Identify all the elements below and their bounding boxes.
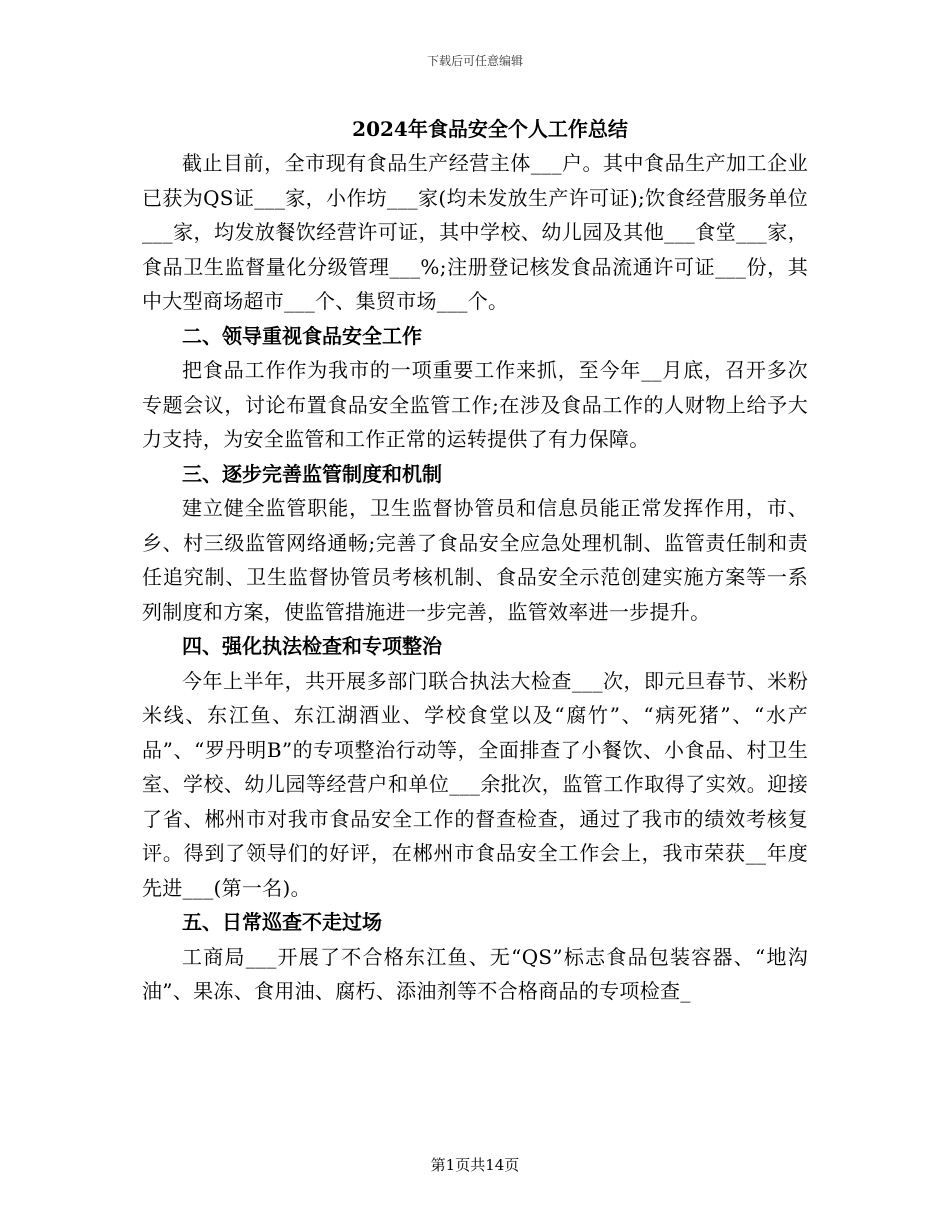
section-heading-5: 五、日常巡查不走过场 [182, 910, 382, 934]
document-body [142, 112, 808, 1009]
section-heading-3: 三、逐步完善监管制度和机制 [182, 461, 442, 486]
page-header-note: 下载后可任意编辑 [426, 54, 523, 68]
section-body-4: 今年上半年，共开展多部门联合执法大检查___次，即元旦春节、米粉米线、东江鱼、东江湖酒业、学校食堂以及“腐竹”、“病死猪”、“水产品”、“罗丹明B”的专项整治行动等，全面排查了小餐饮、小食品、村卫生室、学校、幼儿园等经营户和单位___余批次，监管工作取得了实效。迎接了省、郴州市对我市食品安全工作的督查检查，通过了我市的绩效考核复评。得到了领导们的好评，在郴州市食品安全工作会上，我市荣获__年度先进___(第一名)。 [142, 668, 808, 900]
document-title: 2024年食品安全个人工作总结 [352, 117, 628, 141]
section-body-5: 工商局___开展了不合格东江鱼、无“QS”标志食品包装容器、“地沟油”、果冻、食用油、腐朽、添油剂等不合格商品的专项检查_ [142, 944, 808, 1003]
section-body-2: 把食品工作作为我市的一项重要工作来抓，至今年__月底，召开多次专题会议，讨论布置食品安全监管工作;在涉及食品工作的人财物上给予大力支持，为安全监管和工作正常的运转提供了有力保障。 [142, 358, 808, 451]
section-heading-4: 四、强化执法检查和专项整治 [182, 634, 442, 658]
section-body-3: 建立健全监管职能，卫生监督协管员和信息员能正常发挥作用，市、乡、村三级监管网络通畅;完善了食品安全应急处理机制、监管责任制和责任追究制、卫生监督协管员考核机制、食品安全示范创建实施方案等一系列制度和方案，使监管措施进一步完善，监管效率进一步提升。 [142, 496, 808, 624]
section-heading-2: 二、领导重视食品安全工作 [182, 323, 422, 348]
page-number-footer: 第1页共14页 [430, 1156, 520, 1174]
intro-paragraph: 截止目前，全市现有食品生产经营主体___户。其中食品生产加工企业已获为QS证___家，小作坊___家(均未发放生产许可证);饮食经营服务单位___家，均发放餐饮经营许可证，其中学校、幼儿园及其他___食堂___家，食品卫生监督量化分级管理___%;注册登记核发食品流通许可证___份，其中大型商场超市___个、集贸市场___个。 [142, 151, 808, 313]
